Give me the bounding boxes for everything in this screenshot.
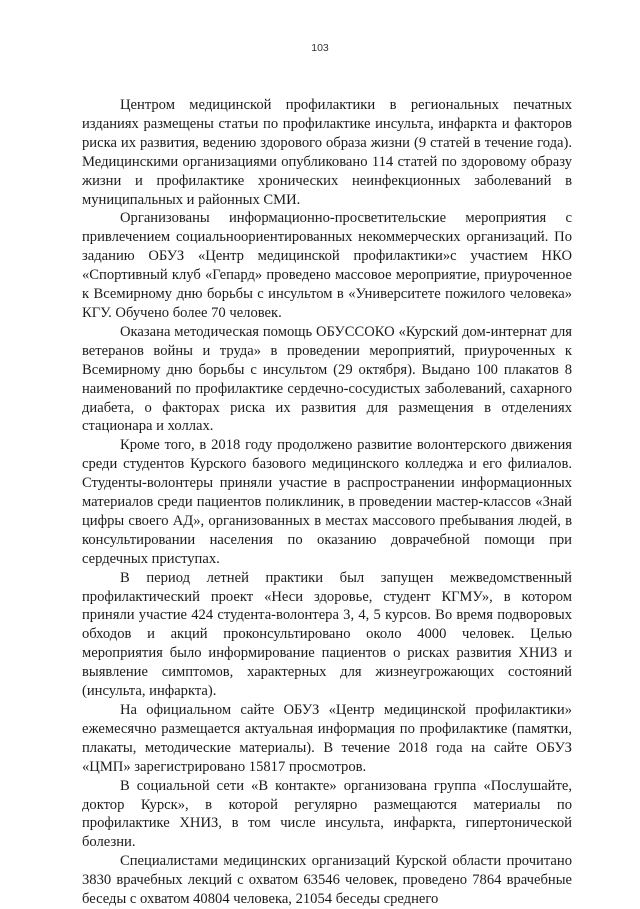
document-body [82,96,572,909]
paragraph-social-network: В социальной сети «В контакте» организована группа «Послушайте, доктор Курск», в которой регулярно размещаются материалы по профилактике ХНИЗ, в том числе инсульта, инфаркта, гипертонической болезни. [82,777,572,851]
paragraph-ngo-events: Организованы информационно-просветительские мероприятия с привлечением социальноориентированных некоммерческих организаций. По заданию ОБУЗ «Центр медицинской профилактики»с участием НКО «Спортивный клуб «Гепард» проведено массовое мероприятие, приуроченное к Всемирному дню борьбы с инсультом в «Университете пожилого человека» КГУ. Обучено более 70 человек. [82,210,572,321]
paragraph-methodical-help: Оказана методическая помощь ОБУССОКО «Курский дом-интернат для ветеранов войны и труда» в проведении мероприятий, приуроченных к Всемирному дню борьбы с инсультом (29 октября). Выдано 100 плакатов 8 наименований по профилактике сердечно-сосудистых заболеваний, сахарного диабета, о факторах риска их развития для размещения в отделениях стационара и холлах. [82,323,572,435]
paragraph-print-media: Центром медицинской профилактики в региональных печатных изданиях размещены статьи по профилактике инсульта, инфаркта и факторов риска их развития, ведению здорового образа жизни (9 статей в течение года). Медицинскими организациями опубликовано 114 статей по здоровому образу жизни и профилактике хронических неинфекционных заболеваний в муниципальных и районных СМИ. [82,97,572,208]
paragraph-summer-practice: В период летней практики был запущен межведомственный профилактический проект «Неси здоровье, студент КГМУ», в котором приняли участие 424 студента-волонтера 3, 4, 5 курсов. Во время подворовых обходов и акций проконсультировано около 4000 человек. Целью мероприятия было информирование пациентов о рисках развития ХНИЗ и выявление симптомов, характерных для жизнеугрожающих состояний (инсульта, инфаркта). [82,569,572,700]
page-number: 103 [311,42,329,54]
paragraph-lectures: Специалистами медицинских организаций Курской области прочитано 3830 врачебных лекций с охватом 63546 человек, проведено 7864 врачебные беседы с охватом 40804 человека, 21054 беседы среднего [82,853,572,908]
paragraph-volunteers: Кроме того, в 2018 году продолжено развитие волонтерского движения среди студентов Курского базового медицинского колледжа и его филиалов. Студенты-волонтеры приняли участие в распространении информационных материалов среди пациентов поликлиник, в проведении мастер-классов «Знай цифры своего АД», организованных в местах массового пребывания людей, в консультировании населения по оказанию доврачебной помощи при сердечных приступах. [82,437,572,567]
paragraph-website: На официальном сайте ОБУЗ «Центр медицинской профилактики» ежемесячно размещается актуальная информация по профилактике (памятки, плакаты, методические материалы). В течение 2018 года на сайте ОБУЗ «ЦМП» зарегистрировано 15817 просмотров. [82,702,572,775]
